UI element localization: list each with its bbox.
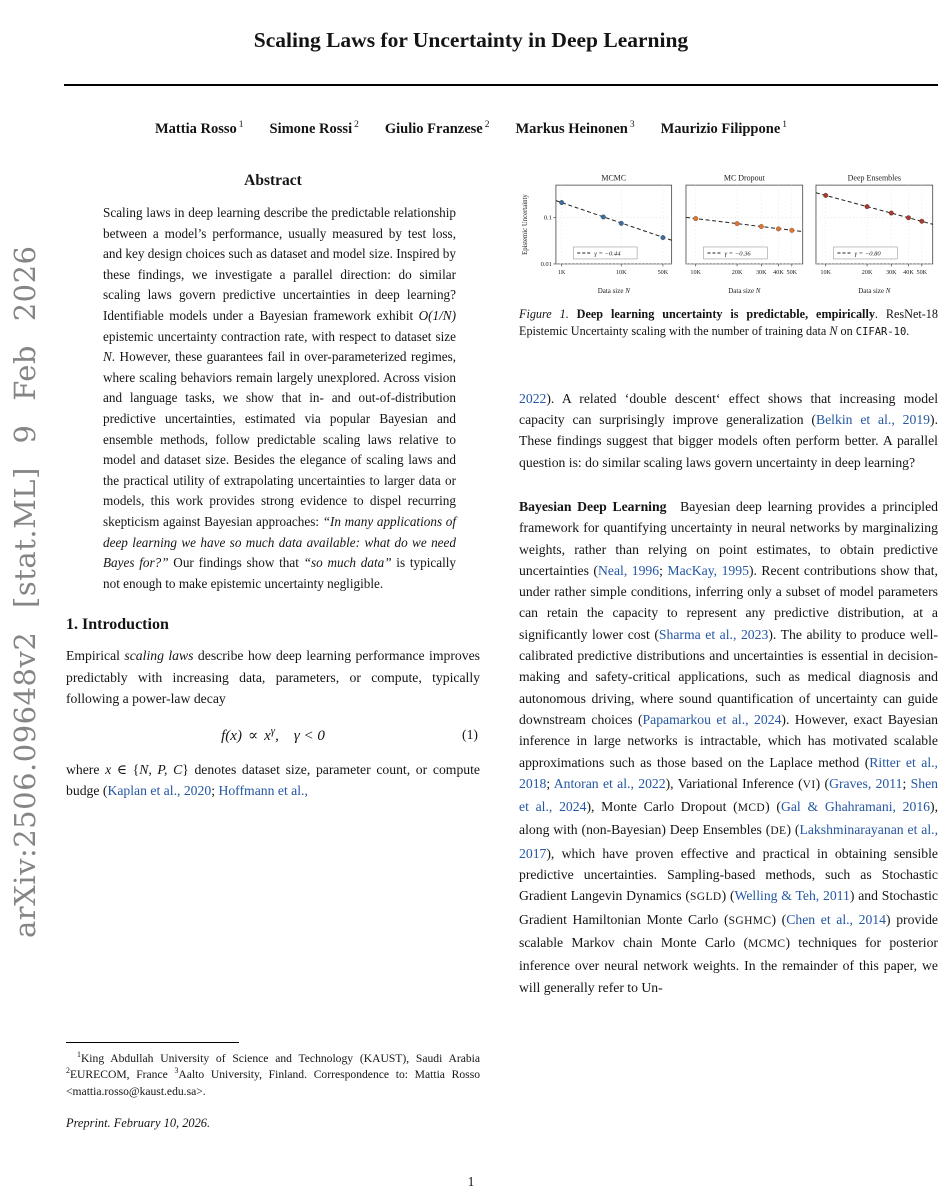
data-point <box>559 200 564 205</box>
equation-1 <box>66 725 480 745</box>
text-segment: Figure 1. <box>519 307 569 321</box>
author-name: Markus Heinonen $^3$ <box>515 120 635 137</box>
data-point <box>776 227 781 232</box>
data-point <box>693 216 698 221</box>
text-segment: ). The ability to produce well-calibrated predictive distributions and uncertainties is essential in decision-making and safety-critical applications, such as medical diagnosis and autonomous driving, where sound quantification of uncertainty can guide downstream choices ( <box>519 626 938 727</box>
text-segment: “so much data” <box>303 555 392 571</box>
text-segment: ), which have proven effective and practical in obtaining sensible predictive uncertainties. Sampling-based methods, such as Stochastic Gradient Langevin Dynamics ( <box>519 845 938 904</box>
text-segment: . ResNet-18 Epistemic Uncertainty scaling with the number of training data <box>519 307 938 339</box>
x-tick-label: 50K <box>657 268 669 276</box>
code-text: CIFAR-10 <box>855 326 907 339</box>
text-segment: ). Recent contributions show that, under rather simple conditions, inferring only a subset of model parameters can retain the capacity to represent any predictive distribution, at a significantly lower cost ( <box>519 562 938 642</box>
intro-paragraph-2 <box>66 759 480 802</box>
author-affiliation-marker: 1 <box>782 120 787 130</box>
figure-1 <box>519 172 938 342</box>
intro-paragraph-1 <box>66 645 480 709</box>
x-tick-label: 10K <box>689 268 701 276</box>
legend-label: γ = −0.80 <box>854 250 882 258</box>
page-number: 1 <box>467 1174 475 1189</box>
right-paragraph-1 <box>519 388 938 473</box>
text-segment: Our findings show that <box>168 555 304 571</box>
x-tick-label: 40K <box>772 268 784 276</box>
text-segment: DE <box>770 825 787 838</box>
citation-link[interactable]: Ritter et al., 2018 <box>519 754 938 791</box>
text-segment: . <box>906 324 910 339</box>
text-segment: O(1/N) <box>418 307 456 323</box>
author-name: Giulio Franzese $^2$ <box>384 120 490 137</box>
citation-link[interactable]: Shen et al., 2024 <box>519 775 938 815</box>
text-segment: ). A related ‘double descent‘ effect shows that increasing model capacity can surprisingly improve generalization ( <box>519 390 938 428</box>
y-axis-label: Epistemic Uncertainty <box>521 194 529 255</box>
x-axis-label: Data size N <box>858 286 891 295</box>
chart-title: MCMC <box>601 173 627 183</box>
text-segment: ) ( <box>721 888 735 904</box>
text-segment: on <box>837 324 856 339</box>
equation-lhs: f(x) <box>221 728 242 745</box>
y-tick-label: 0.1 <box>543 214 552 222</box>
x-tick-label: 40K <box>903 268 915 276</box>
text-segment: ) ( <box>815 775 830 791</box>
x-tick-label: 1K <box>557 268 566 276</box>
x-axis-label: Data size N <box>727 286 761 295</box>
text-segment: scaling laws <box>124 648 194 664</box>
text-segment: MCMC <box>748 937 786 950</box>
text-segment: ; <box>902 775 911 791</box>
text-segment: epistemic uncertainty contraction rate, with respect to dataset size <box>103 328 456 344</box>
text-segment: King Abdullah University of Science and Technology (KAUST), Saudi Arabia <box>80 1052 480 1066</box>
citation-link[interactable]: Welling & Teh, 2011 <box>734 888 850 904</box>
citation-link[interactable]: Kaplan et al., 2020 <box>107 783 212 799</box>
citation-link[interactable]: MacKay, 1995 <box>667 562 749 578</box>
x-tick-label: 20K <box>862 268 873 276</box>
author-affiliation-marker: 3 <box>629 120 635 130</box>
text-segment: ) and Stochastic Gradient Hamiltonian Monte Carlo ( <box>519 888 938 927</box>
text-segment: ) ( <box>786 822 800 838</box>
right-paragraph-2 <box>519 496 938 998</box>
text-segment <box>569 307 577 321</box>
data-point <box>889 211 894 216</box>
data-point <box>907 215 912 220</box>
text-segment: is typically not enough to make epistemic uncertainty negligible. <box>103 555 456 591</box>
data-point <box>759 224 764 229</box>
citation-link[interactable]: 2022 <box>519 390 547 406</box>
text-segment: describe how deep learning performance improves predictably with increasing data, parameters, or compute, typically following a power-law decay <box>66 648 480 706</box>
author-name: Maurizio Filippone $^1$ <box>660 120 787 137</box>
left-column <box>66 172 480 802</box>
citation-link[interactable]: Hoffmann et al., <box>218 783 308 799</box>
section-heading-introduction: 1. Introduction <box>66 616 169 634</box>
chart-title: Deep Ensembles <box>847 173 902 183</box>
x-axis-label: Data size N <box>597 286 630 295</box>
author-name: Simone Rossi $^2$ <box>269 120 359 137</box>
citation-link[interactable]: Antoran et al., 2022 <box>553 775 666 791</box>
equation-base: x <box>264 728 271 745</box>
x-tick-label: 10K <box>820 268 832 276</box>
citation-link[interactable]: Belkin et al., 2019 <box>815 412 931 428</box>
citation-link[interactable]: Papamarkou et al., 2024 <box>642 711 782 727</box>
footnote-text <box>66 1051 480 1100</box>
text-segment: MCD <box>737 802 766 815</box>
text-segment: ), Monte Carlo Dropout ( <box>586 799 738 815</box>
data-point <box>824 193 829 198</box>
x-tick-label: 30K <box>755 268 767 276</box>
author-affiliation-marker: 2 <box>484 120 490 130</box>
text-segment: ; <box>211 783 219 799</box>
footnote-rule <box>66 1042 239 1043</box>
abstract-heading: Abstract <box>244 172 302 189</box>
text-segment: ). However, exact Bayesian inference in large networks is intractable, which has motivated scalable approximations such as those based on the Laplace method ( <box>519 711 938 770</box>
citation-link[interactable]: Chen et al., 2014 <box>786 911 886 927</box>
text-segment: Deep learning uncertainty is predictable, empirically <box>576 307 875 321</box>
y-tick-label: 0.01 <box>540 261 552 269</box>
author-affiliation-marker: 1 <box>238 120 244 130</box>
author-name: Mattia Rosso $^1$ <box>155 120 244 137</box>
preprint-note: Preprint. February 10, 2026. <box>66 1116 211 1131</box>
text-segment: Aalto University, Finland. Correspondence to: Mattia Rosso <mattia.rosso@kaust.edu.sa>. <box>66 1068 480 1098</box>
text-segment: ) ( <box>771 911 787 927</box>
legend-label: γ = −0.36 <box>724 250 751 258</box>
data-point <box>619 221 624 226</box>
data-point <box>920 219 925 224</box>
chart-panel-mc-dropout <box>679 172 808 296</box>
text-segment: ) provide scalable Markov chain Monte Carlo ( <box>519 911 939 950</box>
data-point <box>865 204 870 209</box>
data-point <box>661 235 666 240</box>
text-segment: ∈ { <box>111 762 140 778</box>
text-segment: SGHMC <box>728 914 772 927</box>
x-tick-label: 50K <box>916 268 928 276</box>
citation-link[interactable]: Gal & Ghahramani, 2016 <box>780 799 931 815</box>
x-tick-label: 30K <box>886 268 897 276</box>
paper-title: Scaling Laws for Uncertainty in Deep Learning <box>253 28 689 52</box>
legend-label: γ = −0.44 <box>594 250 621 258</box>
title-rule <box>64 84 938 86</box>
author-affiliation-marker: 2 <box>354 120 359 130</box>
equation-exponent: γ <box>270 725 276 738</box>
text-segment: ), along with (non-Bayesian) Deep Ensembles ( <box>519 799 939 838</box>
text-segment: . However, these guarantees fail in over-parameterized regimes, where scaling behaviors remain largely unexplored. Across vision and language tasks, we show that in- and out-of-distribution predictive uncertainties, estimated via popular Bayesian and ensemble methods, follow predictable scaling laws relative to model and dataset size. Besides the elegance of scaling laws and the practical utility of extrapolating uncertainties to larger data or models, this work provides strong evidence to dispel recurring skepticism against Bayesian approaches: <box>103 349 456 529</box>
text-segment: EURECOM, France <box>69 1068 175 1082</box>
x-tick-label: 20K <box>731 268 743 276</box>
figure-1-caption <box>519 306 938 342</box>
text-segment: 2 <box>66 1066 70 1076</box>
author-line <box>0 120 942 138</box>
footnote-block <box>66 1042 480 1131</box>
right-column <box>519 172 938 998</box>
text-segment: Scaling laws in deep learning describe the predictable relationship between a model’s performance, usually measured by test loss, and key design choices such as dataset and model size. Inspired by these findings, we investigate a parallel direction: do similar scaling laws govern predictive uncertainties in deep learning? Identifiable models under a Bayesian framework exhibit <box>103 205 456 323</box>
text-segment: “In many applications of deep learning we have so much data available: what do we need Bayes for?” <box>103 513 456 571</box>
data-point <box>601 215 606 220</box>
figure-1-charts <box>519 172 938 296</box>
text-segment: Bayesian deep learning provides a principled framework for quantifying uncertainty in neural networks by marginalizing weights, rather than relying on point estimates, to obtain predictive uncertainties ( <box>519 499 939 578</box>
text-segment: 1 <box>77 1050 81 1060</box>
citation-link[interactable]: Graves, 2011 <box>829 775 903 791</box>
text-segment: x <box>105 762 112 778</box>
text-segment: ), Variational Inference ( <box>665 775 803 791</box>
text-segment: N <box>103 349 112 365</box>
data-point <box>734 221 739 226</box>
text-segment: } denotes dataset size, parameter count, or compute budge ( <box>66 762 481 799</box>
x-tick-label: 50K <box>786 268 797 276</box>
text-segment: ) ( <box>765 799 781 815</box>
citation-link[interactable]: Neal, 1996 <box>597 562 660 578</box>
data-point <box>789 228 794 233</box>
citation-link[interactable]: Sharma et al., 2023 <box>658 626 769 642</box>
text-segment: ; <box>659 562 668 578</box>
text-segment: N <box>829 324 838 339</box>
text-segment: N, P, C <box>139 762 183 778</box>
text-segment: 3 <box>174 1066 179 1076</box>
text-segment: VI <box>802 778 816 791</box>
text-segment: Empirical <box>66 648 125 664</box>
text-segment: SGLD <box>689 891 722 904</box>
text-segment: where <box>66 762 106 778</box>
abstract-paragraph <box>66 203 480 594</box>
chart-title: MC Dropout <box>723 173 765 183</box>
text-segment: ). These findings suggest that bigger models often perform better. A parallel question is: do similar scaling laws govern uncertainty in deep learning? <box>519 412 938 470</box>
arxiv-watermark: arXiv:2506.09648v2 [stat.ML] 9 Feb 2026 <box>8 245 42 938</box>
citation-link[interactable]: Lakshminarayanan et al., 2017 <box>519 822 939 861</box>
chart-panel-deep-ensembles <box>809 172 938 296</box>
text-segment: ; <box>546 775 554 791</box>
text-segment: Bayesian Deep Learning <box>519 499 667 514</box>
equation-condition: , γ < 0 <box>275 728 325 745</box>
equation-number: (1) <box>462 727 478 743</box>
chart-panel-mcmc <box>519 172 677 296</box>
proportional-symbol: ∝ <box>247 728 259 745</box>
text-segment: ) techniques for posterior inference over neural network weights. In the remainder of this paper, we will generally refer to Un- <box>519 934 938 995</box>
x-tick-label: 10K <box>615 268 627 276</box>
